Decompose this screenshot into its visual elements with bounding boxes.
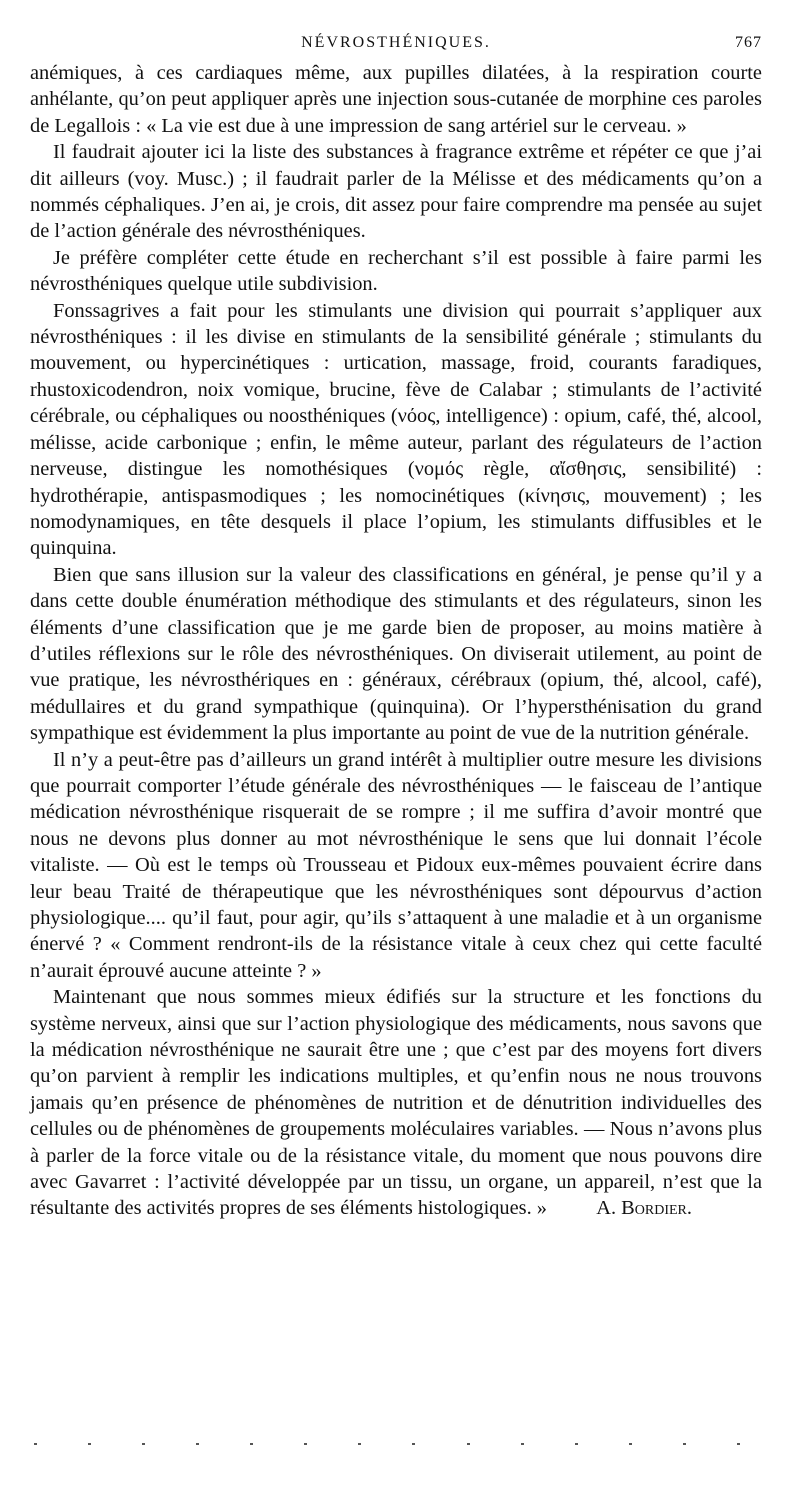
author-signature: A. Bordier. bbox=[596, 1197, 692, 1220]
paragraph: Fonssagrives a fait pour les stimulants une division qui pourrait s’appliquer aux névrosthéniques : il les divise en stimulants de la sensibilité générale ; stimulants du mouvement, ou hypercinétiques : urtication, massage, froid, courants faradiques, rhustoxicodendron, noix vomique, brucine, fève de Calabar ; stimulants de l’activité cérébrale, ou céphaliques ou noosthéniques (νόος, intelligence) : opium, café, thé, alcool, mélisse, acide carbonique ; enfin, le même auteur, parlant des régulateurs de l’action nerveuse, distingue les nomothésiques (νομός règle, αἴσθησις, sensibilité) : hydrothérapie, antispasmodiques ; les nomocinétiques (κίνησις, mouvement) ; les nomodynamiques, en tête desquels il place l’opium, les stimulants diffusibles et le quinquina. bbox=[30, 299, 762, 560]
body-text bbox=[30, 60, 762, 1222]
paragraph: Je préfère compléter cette étude en recherchant s’il est possible à faire parmi les névrosthéniques quelque utile subdivision. bbox=[30, 246, 762, 296]
paragraph: Bien que sans illusion sur la valeur des classifications en général, je pense qu’il y a dans cette double énumération méthodique des stimulants et des régulateurs, sinon les éléments d’une classification que je me garde bien de proposer, au moins matière à d’utiles réflexions sur le rôle des névrosthéniques. On diviserait utilement, au point de vue pratique, les névrosthériques en : généraux, cérébraux (opium, thé, alcool, café), médullaires et du grand sympathique (quinquina). Or l’hypersthénisation du grand sympathique est évidemment la plus importante au point de vue de la nutrition générale. bbox=[30, 563, 762, 745]
paragraph: anémiques, à ces cardiaques même, aux pupilles dilatées, à la respiration courte anhélante, qu’on peut appliquer après une injection sous-cutanée de morphine ces paroles de Legallois : « La vie est due à une impression de sang artériel sur le cerveau. » bbox=[30, 62, 762, 137]
paragraph-final-text: Maintenant que nous sommes mieux édifiés sur la structure et les fonctions du système nerveux, ainsi que sur l’action physiologique des médicaments, nous savons que la médication névrosthénique ne saurait être une ; que c’est par des moyens fort divers qu’on parvient à remplir les indications multiples, et qu’enfin nous ne nous trouvons jamais qu’en présence de phénomènes de nutrition et de dénutrition individuelles des cellules ou de phénomènes de groupements moléculaires variables. — Nous n’avons plus à parler de la force vitale ou de la résistance vitale, du moment que nous pouvons dire avec Gavarret : l’activité développée par un tissu, un organe, un appareil, n’est que la résultante des activités propres de ses éléments histologiques. » bbox=[30, 986, 762, 1220]
running-title: NÉVROSTHÉNIQUES. bbox=[301, 34, 491, 51]
page-number: 767 bbox=[735, 34, 762, 51]
paragraph: Il faudrait ajouter ici la liste des substances à fragrance extrême et répéter ce que j’ai dit ailleurs (voy. Musc.) ; il faudrait parler de la Mélisse et des médicaments qu’on a nommés céphaliques. J’en ai, je crois, dit assez pour faire comprendre ma pensée au sujet de l’action générale des névrosthéniques. bbox=[30, 141, 762, 243]
running-head bbox=[30, 34, 762, 56]
paragraph: Il n’y a peut-être pas d’ailleurs un grand intérêt à multiplier outre mesure les divisions que pourrait comporter l’étude générale des névrosthéniques — le faisceau de l’antique médication névrosthénique risquerait de se rompre ; il me suffira d’avoir montré que nous ne devons plus donner au mot névrosthénique le sens que lui donnait l’école vitaliste. — Où est le temps où Trousseau et Pidoux eux-mêmes pouvaient écrire dans leur beau Traité de thérapeutique que les névrosthéniques sont dépourvus d’action physiologique.... qu’il faut, pour agir, qu’ils s’attaquent à une maladie et à un organisme énervé ? « Comment rendront-ils de la résistance vitale à ceux chez qui cette faculté n’aurait éprouvé aucune atteinte ? » bbox=[30, 748, 762, 982]
paragraph-final bbox=[30, 984, 762, 1222]
footer-print-marks bbox=[34, 1443, 740, 1447]
